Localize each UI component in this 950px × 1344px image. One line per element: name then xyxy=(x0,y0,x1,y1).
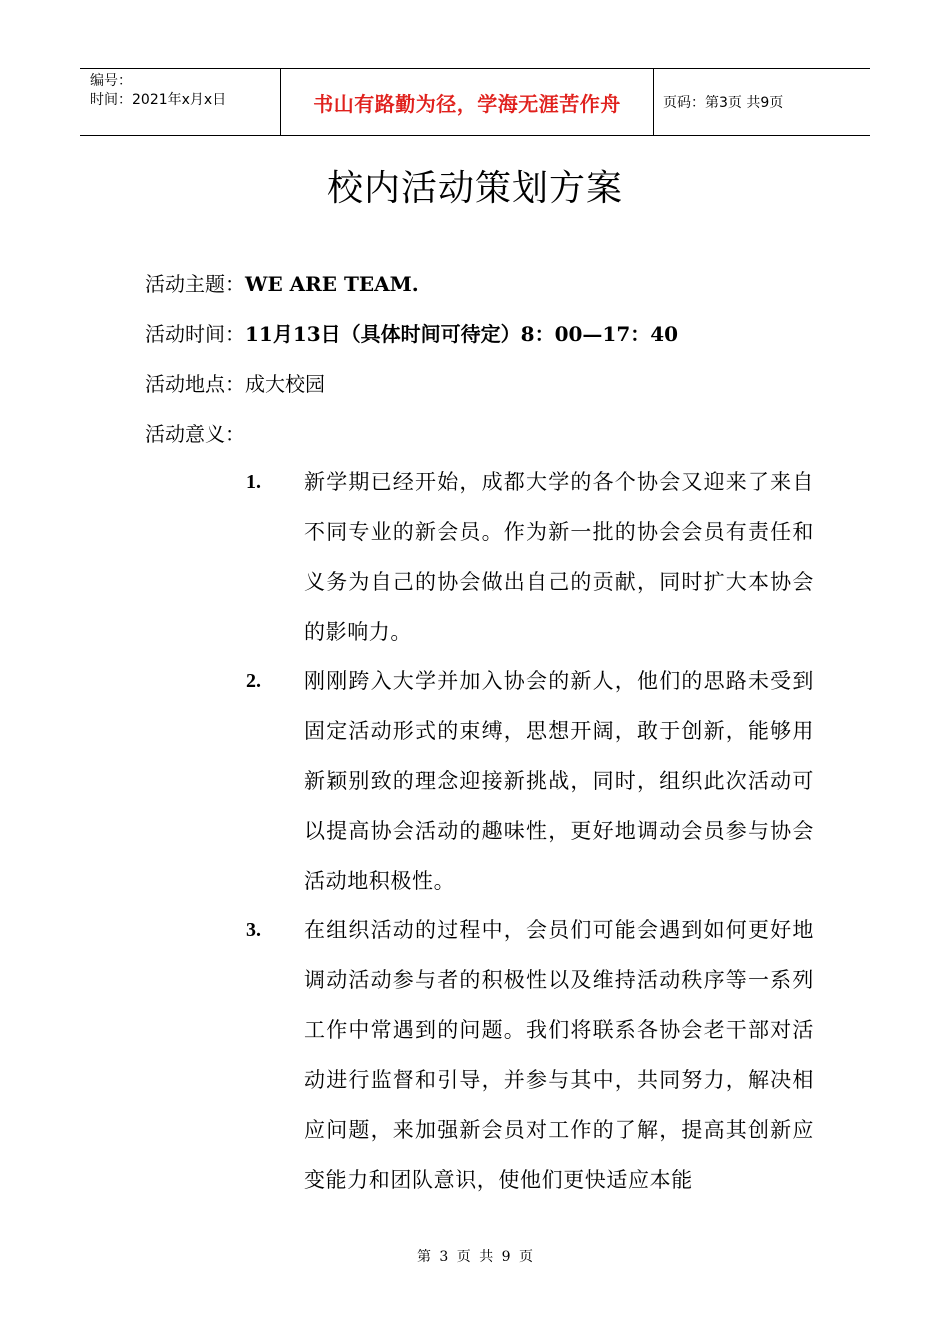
header-motto: 书山有路勤为径，学海无涯苦作舟 xyxy=(313,91,621,116)
document-header xyxy=(80,68,870,136)
document-number-label: 编号： xyxy=(90,73,132,89)
activity-time-value: 11月13日（具体时间可待定）8：00—17：40 xyxy=(245,322,679,346)
activity-theme-label: 活动主题： xyxy=(145,272,245,296)
header-motto-cell xyxy=(281,69,654,135)
activity-theme-line xyxy=(145,270,419,298)
item-text: 新学期已经开始，成都大学的各个协会又迎来了来自不同专业的新会员。作为新一批的协会会员有责任和义务为自己的协会做出自己的贡献，同时扩大本协会的影响力。 xyxy=(304,470,814,644)
header-page-info: 页码：第3页 共9页 xyxy=(663,95,784,111)
meaning-item-2 xyxy=(246,656,826,906)
activity-meaning-label: 活动意义： xyxy=(145,422,245,446)
activity-meaning-line xyxy=(145,420,245,448)
item-text: 刚刚跨入大学并加入协会的新人，他们的思路未受到固定活动形式的束缚，思想开阔，敢于创新，能够用新颖别致的理念迎接新挑战，同时，组织此次活动可以提高协会活动的趣味性，更好地调动会员参与协会活动地积极性。 xyxy=(304,669,814,893)
activity-time-line xyxy=(145,320,678,348)
item-text: 在组织活动的过程中，会员们可能会遇到如何更好地调动活动参与者的积极性以及维持活动秩序等一系列工作中常遇到的问题。我们将联系各协会老干部对活动进行监督和引导，并参与其中，共同努力，解决相应问题，来加强新会员对工作的了解，提高其创新应变能力和团队意识，使他们更快适应本能 xyxy=(304,918,814,1192)
activity-theme-value: WE ARE TEAM. xyxy=(245,272,419,296)
activity-place-label: 活动地点： xyxy=(145,372,245,396)
item-number: 3. xyxy=(246,919,261,941)
page-title: 校内活动策划方案 xyxy=(326,168,623,209)
header-meta-cell xyxy=(80,69,281,135)
item-number: 1. xyxy=(246,471,261,493)
page-footer: 第 3 页 共 9 页 xyxy=(416,1249,534,1265)
meaning-item-3 xyxy=(246,905,826,1205)
document-time-label: 时间：2021年x月x日 xyxy=(90,92,227,108)
item-number: 2. xyxy=(246,670,261,692)
activity-place-value: 成大校园 xyxy=(245,372,325,396)
meaning-item-1 xyxy=(246,457,826,657)
activity-place-line xyxy=(145,370,325,398)
activity-time-label: 活动时间： xyxy=(145,322,245,346)
header-page-cell xyxy=(654,69,870,135)
